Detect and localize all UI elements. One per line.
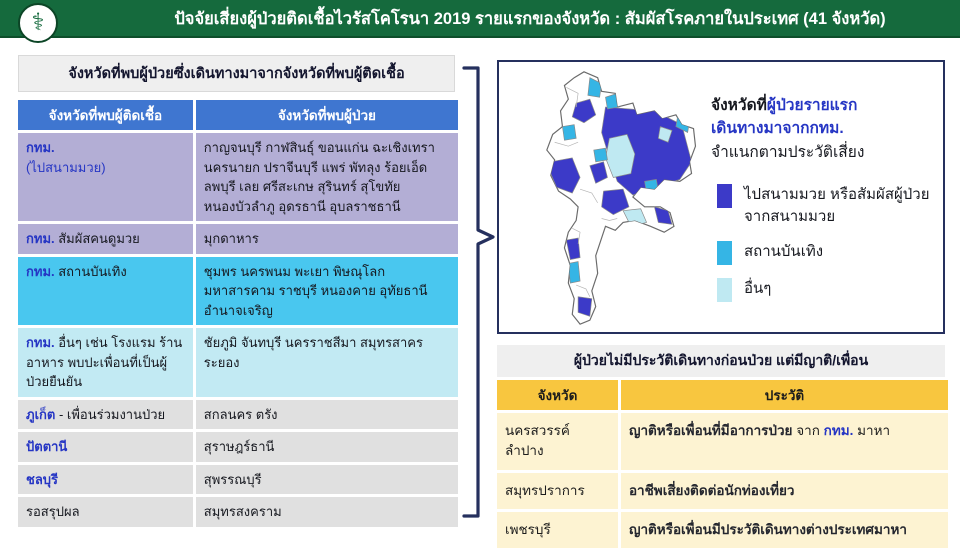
table-row-destinations: สมุทรสงคราม xyxy=(196,497,458,527)
caption-part-blue: ผู้ป่วยรายแรก xyxy=(766,97,858,114)
left-section xyxy=(18,55,455,527)
legend-item-muay-thai: ไปสนามมวย หรือสัมผัสผู้ป่วยจากสนามมวย xyxy=(717,184,941,228)
map-panel xyxy=(497,60,945,334)
table-row-source: รอสรุปผล xyxy=(18,497,193,527)
table-row-source: ภูเก็ต - เพื่อนร่วมงานป่วย xyxy=(18,400,193,430)
table-row-source: กทม. สถานบันเทิง xyxy=(18,257,193,326)
table-row-source: กทม. อื่นๆ เช่น โรงแรม ร้านอาหาร พบปะเพื่อนที่เป็นผู้ป่วยยืนยัน xyxy=(18,328,193,397)
table-row-destinations: มุกดาหาร xyxy=(196,224,458,254)
history-row-province: สมุทรปราการ xyxy=(497,473,618,509)
legend-item-entertainment: สถานบันเทิง xyxy=(717,241,941,265)
column-header-history: ประวัติ xyxy=(621,380,948,410)
left-table-title: จังหวัดที่พบผู้ป่วยซึ่งเดินทางมาจากจังหวัดที่พบผู้ติดเชื้อ xyxy=(18,55,455,92)
table-row-destinations: สุพรรณบุรี xyxy=(196,465,458,495)
legend-item-other: อื่นๆ xyxy=(717,278,941,302)
legend-swatch-indigo xyxy=(717,184,732,208)
map-legend xyxy=(717,184,941,315)
table-row-destinations: กาญจนบุรี กาฬสินธุ์ ขอนแก่น ฉะเชิงเทรา นครนายก ปราจีนบุรี แพร่ พัทลุง ร้อยเอ็ด ลพบุรี เลย ศรีสะเกษ สุรินทร์ สุโขทัย หนองบัวลำภู อุดรธานี อุบลราชธานี xyxy=(196,133,458,221)
table-row-destinations: ชุมพร นครพนม พะเยา พิษณุโลก มหาสารคาม ราชบุรี หนองคาย อุทัยธานี อำนาจเจริญ xyxy=(196,257,458,326)
column-header-province: จังหวัด xyxy=(497,380,618,410)
history-table xyxy=(497,380,945,548)
brace-connector xyxy=(452,60,498,526)
province-table xyxy=(18,100,455,527)
table-row-source: ชลบุรี xyxy=(18,465,193,495)
history-row-detail: อาชีพเสี่ยงติดต่อนักท่องเที่ยว xyxy=(621,473,948,509)
thailand-map xyxy=(503,64,708,330)
history-row-detail: ญาติหรือเพื่อนมีประวัติเดินทางต่างประเทศมาหา xyxy=(621,512,948,548)
table-row-source: ปัตตานี xyxy=(18,432,193,462)
page-title: ปัจจัยเสี่ยงผู้ป่วยติดเชื้อไวรัสโคโรนา 2019 รายแรกของจังหวัด : สัมผัสโรคภายในประเทศ (41 จังหวัด) xyxy=(174,10,886,28)
caption-part-blue: เดินทางมาจากกทม. xyxy=(711,120,844,138)
column-header-destination: จังหวัดที่พบผู้ป่วย xyxy=(196,100,458,130)
table-row-destinations: ชัยภูมิ จันทบุรี นครราชสีมา สมุทรสาคร ระยอง xyxy=(196,328,458,397)
history-row-detail: ญาติหรือเพื่อนที่มีอาการป่วย จาก กทม. มาหา xyxy=(621,413,948,470)
caption-part-black: จังหวัดที่ xyxy=(711,97,767,114)
column-header-source: จังหวัดที่พบผู้ติดเชื้อ xyxy=(18,100,193,130)
history-section xyxy=(497,345,945,548)
ministry-of-public-health-logo xyxy=(18,3,58,43)
legend-swatch-skyblue xyxy=(717,241,732,265)
caption-part-black: จำแนกตามประวัติเสี่ยง xyxy=(711,143,865,161)
table-row-source: กทม. สัมผัสคนดูมวย xyxy=(18,224,193,254)
history-row-province: นครสวรรค์ ลำปาง xyxy=(497,413,618,470)
map-caption xyxy=(711,94,939,164)
history-row-province: เพชรบุรี xyxy=(497,512,618,548)
header-bar xyxy=(0,0,960,38)
table-row-destinations: สกลนคร ตรัง xyxy=(196,400,458,430)
table-row-destinations: สุราษฎร์ธานี xyxy=(196,432,458,462)
table-row-source: กทม. (ไปสนามมวย) xyxy=(18,133,193,221)
legend-swatch-palecyan xyxy=(717,278,732,302)
history-table-title: ผู้ป่วยไม่มีประวัติเดินทางก่อนป่วย แต่มีญาติ/เพื่อน xyxy=(497,345,945,377)
medical-staff-icon: ⚕ xyxy=(31,9,45,36)
